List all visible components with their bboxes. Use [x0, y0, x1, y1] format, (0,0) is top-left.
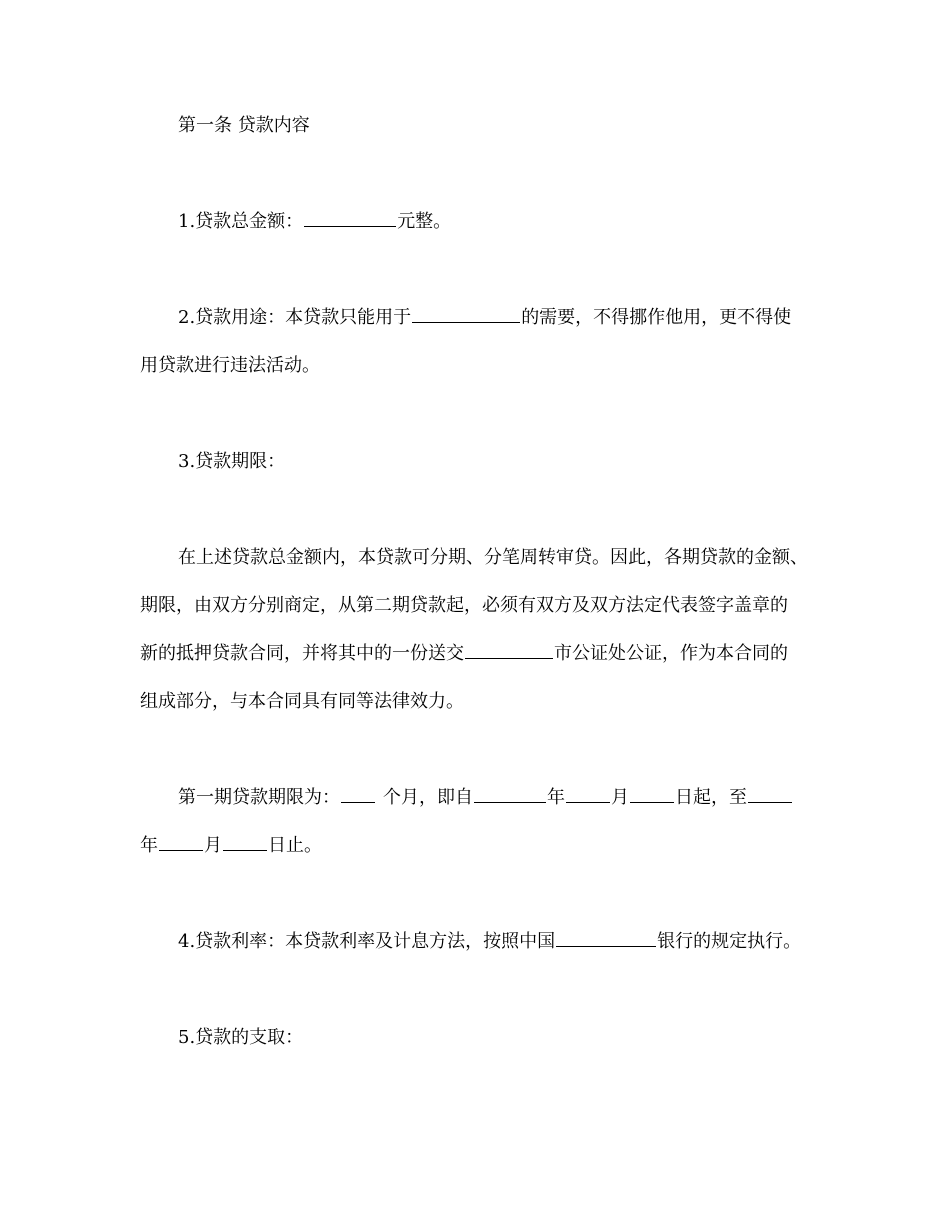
article-heading: 第一条 贷款内容	[178, 115, 310, 136]
item-loan-withdrawal: 5.贷款的支取：	[178, 1027, 304, 1048]
para-line-1: 在上述贷款总金额内，本贷款可分期、分笔周转审贷。因此，各期贷款的金额、	[178, 547, 808, 568]
first-period-line-2: 年 月 日止。	[140, 835, 322, 856]
from-day-blank	[630, 786, 674, 803]
first-period-line-1: 第一期贷款期限为： 个月，即自 年 月 日起，至	[178, 786, 820, 810]
amount-blank	[304, 210, 396, 227]
item-loan-term: 3.贷款期限：	[178, 451, 286, 472]
para-line-2: 期限，由双方分别商定，从第二期贷款起，必须有双方及双方法定代表签字盖章的	[140, 595, 788, 616]
item-interest-rate: 4.贷款利率：本贷款利率及计息方法，按照中国 银行的规定执行。	[178, 931, 802, 952]
to-month-blank	[159, 834, 203, 851]
city-blank	[465, 642, 553, 659]
para-line-4: 组成部分，与本合同具有同等法律效力。	[140, 691, 464, 712]
from-year-blank	[474, 786, 546, 803]
item-loan-purpose: 2.贷款用途：本贷款只能用于 的需要，不得挪作他用，更不得使	[178, 307, 792, 328]
to-day-blank	[223, 834, 267, 851]
purpose-blank	[412, 306, 520, 323]
bank-blank	[556, 930, 656, 947]
item-loan-amount: 1.贷款总金额： 元整。	[178, 211, 452, 232]
to-year-blank	[748, 786, 792, 803]
months-blank	[341, 786, 375, 803]
from-month-blank	[566, 786, 610, 803]
para-line-3: 新的抵押贷款合同，并将其中的一份送交 市公证处公证，作为本合同的	[140, 643, 788, 664]
item-loan-purpose-cont: 用贷款进行违法活动。	[140, 355, 320, 376]
